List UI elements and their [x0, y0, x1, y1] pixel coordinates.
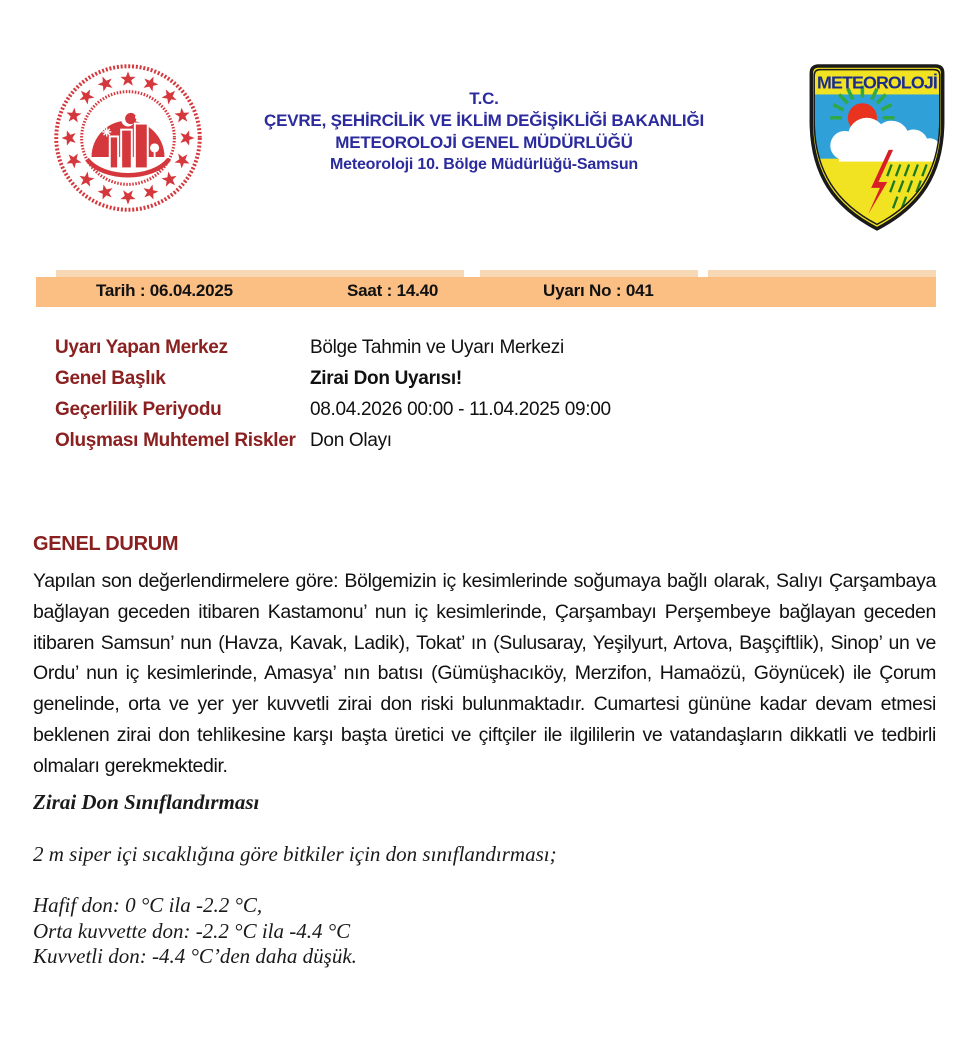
frost-class-strong: Kuvvetli don: -4.4 °C’den daha düşük.: [33, 944, 357, 968]
letterhead-line-tc: T.C.: [469, 89, 499, 108]
meteorology-logo-text: METEOROLOJİ: [817, 72, 937, 93]
ministry-seal-icon: [52, 58, 204, 218]
info-date: Tarih : 06.04.2025: [96, 281, 233, 300]
warning-fields: [55, 336, 935, 460]
meteorology-logo: [804, 58, 950, 236]
general-status-paragraph: Yapılan son değerlendirmelere göre: Bölgemizin iç kesimlerinde soğumaya bağlı olarak, Salıyı Çarşambaya bağlayan geceden itibaren Kastamonu’ nun iç kesimlerinde, Çarşambayı Perşembeye bağlayan geceden itibaren Samsun’ nun (Havza, Kavak, Ladik), Tokat’ ın (Sulusaray, Yeşilyurt, Artova, Başçiftlik), Sinop’ un ve Ordu’ nun iç kesimlerinde, Amasya’ nın batısı (Gümüşhacıköy, Merzifon, Hamaözü, Göynücek) ile Çorum genelinde, orta ve yer yer kuvvetli zirai don riski bulunmaktadır. Cumartesi gününe kadar devam etmesi beklenen zirai don tehlikesine karşı başta üretici ve çiftçiler ile ilgililerin ve vatandaşların dikkatli ve tedbirli olmaları gerekmektedir.: [33, 570, 936, 777]
letterhead-line-directorate: METEOROLOJİ GENEL MÜDÜRLÜĞÜ: [335, 133, 633, 152]
frost-class-light: Hafif don: 0 °C ila -2.2 °C,: [33, 893, 263, 917]
frost-classification-heading: Zirai Don Sınıflandırması: [33, 790, 260, 814]
field-value: Zirai Don Uyarısı!: [310, 368, 462, 389]
frost-classification-section: [33, 790, 936, 970]
field-value: 08.04.2026 00:00 - 11.04.2025 09:00: [310, 399, 611, 420]
field-value: Don Olayı: [310, 430, 392, 451]
letterhead: [190, 88, 778, 176]
info-warning-no: Uyarı No : 041: [543, 281, 654, 300]
field-row-possible-risks: [55, 429, 935, 452]
letterhead-line-region: Meteoroloji 10. Bölge Müdürlüğü-Samsun: [330, 156, 638, 173]
letterhead-line-ministry: ÇEVRE, ŞEHİRCİLİK VE İKLİM DEĞİŞİKLİĞİ BAKANLIĞI: [264, 111, 704, 130]
general-status-heading: GENEL DURUM: [33, 533, 179, 555]
ministry-seal-logo: [52, 58, 204, 218]
frost-classification-intro: 2 m siper içi sıcaklığına göre bitkiler için don sınıflandırması;: [33, 842, 557, 866]
frost-class-moderate: Orta kuvvette don: -2.2 °C ila -4.4 °C: [33, 918, 351, 943]
strip-gap: [36, 270, 56, 277]
field-label: Geçerlilik Periyodu: [55, 399, 222, 420]
field-value: Bölge Tahmin ve Uyarı Merkezi: [310, 337, 564, 358]
field-row-general-title: [55, 367, 935, 390]
field-label: Oluşması Muhtemel Riskler: [55, 430, 296, 451]
info-time: Saat : 14.40: [347, 281, 439, 300]
info-bar-top-strip: [36, 270, 936, 277]
frost-classification-list: [33, 893, 936, 970]
meteorology-shield-icon: [804, 58, 950, 236]
info-bar: [36, 277, 936, 307]
field-row-issuing-center: [55, 336, 935, 359]
field-label: Uyarı Yapan Merkez: [55, 337, 228, 358]
strip-gap: [698, 270, 708, 277]
field-row-validity-period: [55, 398, 935, 421]
strip-gap: [464, 270, 480, 277]
field-label: Genel Başlık: [55, 368, 166, 389]
